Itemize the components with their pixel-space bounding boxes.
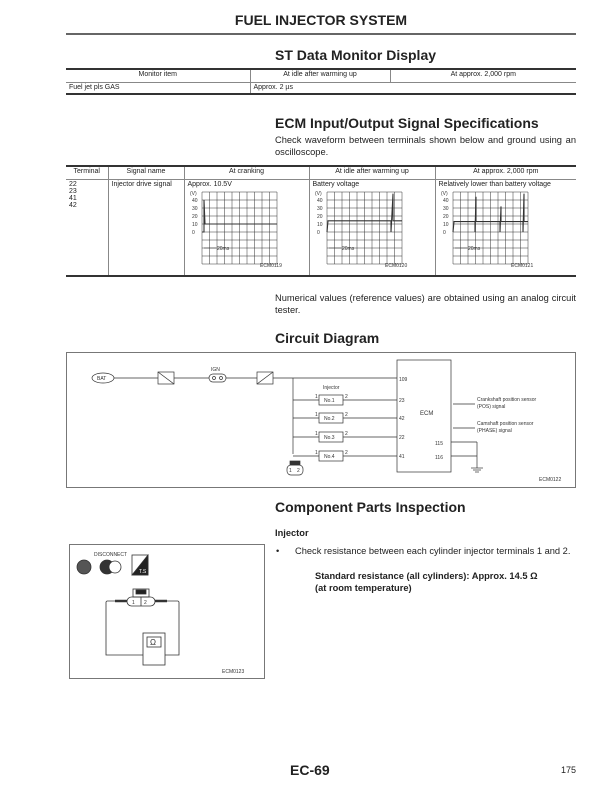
timebase-label: 20ms [216, 246, 229, 252]
idle-value: Battery voltage [312, 181, 360, 188]
pin-label: 23 [399, 398, 405, 404]
tick-label: 0 [191, 230, 195, 236]
tick-label: 10 [191, 222, 198, 228]
bat-label: BAT [97, 376, 107, 382]
pin-label: 1 [315, 450, 318, 456]
timebase-label: 20ms [467, 246, 480, 252]
pin-label: 2 [297, 468, 300, 474]
tick-label: 20 [442, 214, 449, 220]
page-number: 175 [561, 765, 577, 775]
inspection-figure [69, 544, 265, 679]
pin-label: 1 [132, 600, 135, 606]
inspection-heading: Component Parts Inspection [275, 499, 466, 515]
terminal: 42 [69, 202, 77, 209]
ign-label: IGN [211, 367, 220, 373]
title-rule [66, 33, 576, 35]
tick-label: 30 [442, 206, 449, 212]
injector-box: No.1 [324, 398, 335, 404]
figure-id: ECM0123 [222, 669, 245, 675]
ts-label: T.S [139, 569, 147, 575]
timebase-label: 20ms [341, 246, 354, 252]
pin-label: 2 [345, 450, 348, 456]
pos-signal-label: (POS) signal [477, 404, 506, 410]
rpm2000-cell [435, 180, 576, 276]
oscilloscope-waveform [313, 188, 431, 268]
col-header: Terminal [73, 168, 100, 175]
phase-signal-label: (PHASE) signal [477, 428, 512, 434]
pin-label: 41 [399, 454, 405, 460]
tick-label: 20 [191, 214, 198, 220]
ecm-io-table [66, 165, 576, 277]
tick-label: 20 [316, 214, 323, 220]
terminal: 23 [69, 188, 77, 195]
terminal: 22 [69, 181, 77, 188]
pin-label: 116 [435, 455, 443, 461]
tick-label: 30 [316, 206, 323, 212]
inspection-subheading: Injector [275, 528, 309, 538]
svg-text:(V): (V) [440, 191, 448, 197]
figure-id: ECM0122 [539, 477, 562, 483]
pin-label: 42 [399, 416, 405, 422]
ecm-io-note: Numerical values (reference values) are obtained using an analog circuit tester. [275, 293, 576, 315]
idle-cell [309, 180, 435, 276]
scope-figure [313, 188, 432, 270]
col-header: At cranking [184, 166, 309, 180]
tick-label: 0 [316, 230, 320, 236]
spec-line: Standard resistance (all cylinders): Approx. 14.5 Ω [315, 571, 538, 581]
tick-label: 10 [442, 222, 449, 228]
circuit-heading: Circuit Diagram [275, 330, 380, 346]
tick-label: 30 [191, 206, 198, 212]
pin-label: 109 [399, 377, 408, 383]
injector-box: No.4 [324, 454, 335, 460]
injector-box: No.2 [324, 416, 335, 422]
disconnect-label: DISCONNECT [94, 552, 128, 558]
svg-text:(V): (V) [314, 191, 322, 197]
table-row [66, 180, 576, 276]
col-header: At approx. 2,000 rpm [435, 166, 576, 180]
cranking-cell [184, 180, 309, 276]
pin-label: 2 [345, 412, 348, 418]
cell: Approx. 2 µs [250, 83, 576, 95]
pin-label: 2 [345, 394, 348, 400]
col-header: At approx. 2,000 rpm [390, 69, 576, 83]
ohm-icon: Ω [150, 638, 156, 647]
figure-id: ECM0121 [510, 263, 533, 268]
injector-box: No.3 [324, 435, 335, 441]
col-header: At idle after warming up [309, 166, 435, 180]
phase-signal-label: Camshaft position sensor [477, 421, 534, 427]
tick-label: 0 [442, 230, 446, 236]
pin-label: 1 [315, 431, 318, 437]
oscilloscope-waveform [439, 188, 557, 268]
pin-label: 1 [315, 412, 318, 418]
scope-figure [188, 188, 306, 270]
tick-label: 40 [442, 198, 449, 204]
pos-signal-label: Crankshaft position sensor [477, 397, 537, 403]
table-row [66, 83, 576, 95]
pin-label: 1 [315, 394, 318, 400]
figure-id: ECM0119 [259, 263, 282, 268]
pin-label: 115 [435, 441, 443, 447]
tick-label: 40 [316, 198, 323, 204]
pin-label: 2 [144, 600, 147, 606]
section-number: EC-69 [290, 762, 330, 778]
bullet-icon: • [276, 546, 280, 556]
st-data-heading: ST Data Monitor Display [275, 47, 437, 63]
ecm-label: ECM [420, 411, 434, 417]
st-data-table [66, 68, 576, 95]
pin-label: 2 [345, 431, 348, 437]
cranking-value: Approx. 10.5V [187, 181, 232, 188]
col-header: Monitor item [138, 71, 177, 78]
rpm2000-value: Relatively lower than battery voltage [438, 181, 551, 188]
cell: Fuel jet pls GAS [69, 84, 120, 91]
ecm-io-intro: Check waveform between terminals shown below and ground using an oscilloscope. [275, 135, 576, 157]
figure-id: ECM0120 [384, 263, 407, 268]
svg-text:(V): (V) [189, 191, 197, 197]
pin-label: 22 [399, 435, 405, 441]
signal-name: Injector drive signal [108, 180, 184, 276]
page-title: FUEL INJECTOR SYSTEM [234, 12, 408, 28]
oscilloscope-waveform [188, 188, 306, 268]
circuit-diagram [66, 352, 576, 488]
spec-line: (at room temperature) [315, 583, 412, 593]
ecm-io-heading: ECM Input/Output Signal Specifications [275, 115, 539, 131]
scope-figure [439, 188, 574, 270]
tick-label: 10 [316, 222, 323, 228]
inspection-step: Check resistance between each cylinder injector terminals 1 and 2. [295, 546, 571, 556]
terminal: 41 [69, 195, 77, 202]
pin-label: 1 [289, 468, 292, 474]
tick-label: 40 [191, 198, 198, 204]
terminals [66, 180, 108, 276]
injector-label: Injector [323, 385, 340, 391]
col-header: At idle after warming up [250, 69, 390, 83]
col-header: Signal name [108, 166, 184, 180]
